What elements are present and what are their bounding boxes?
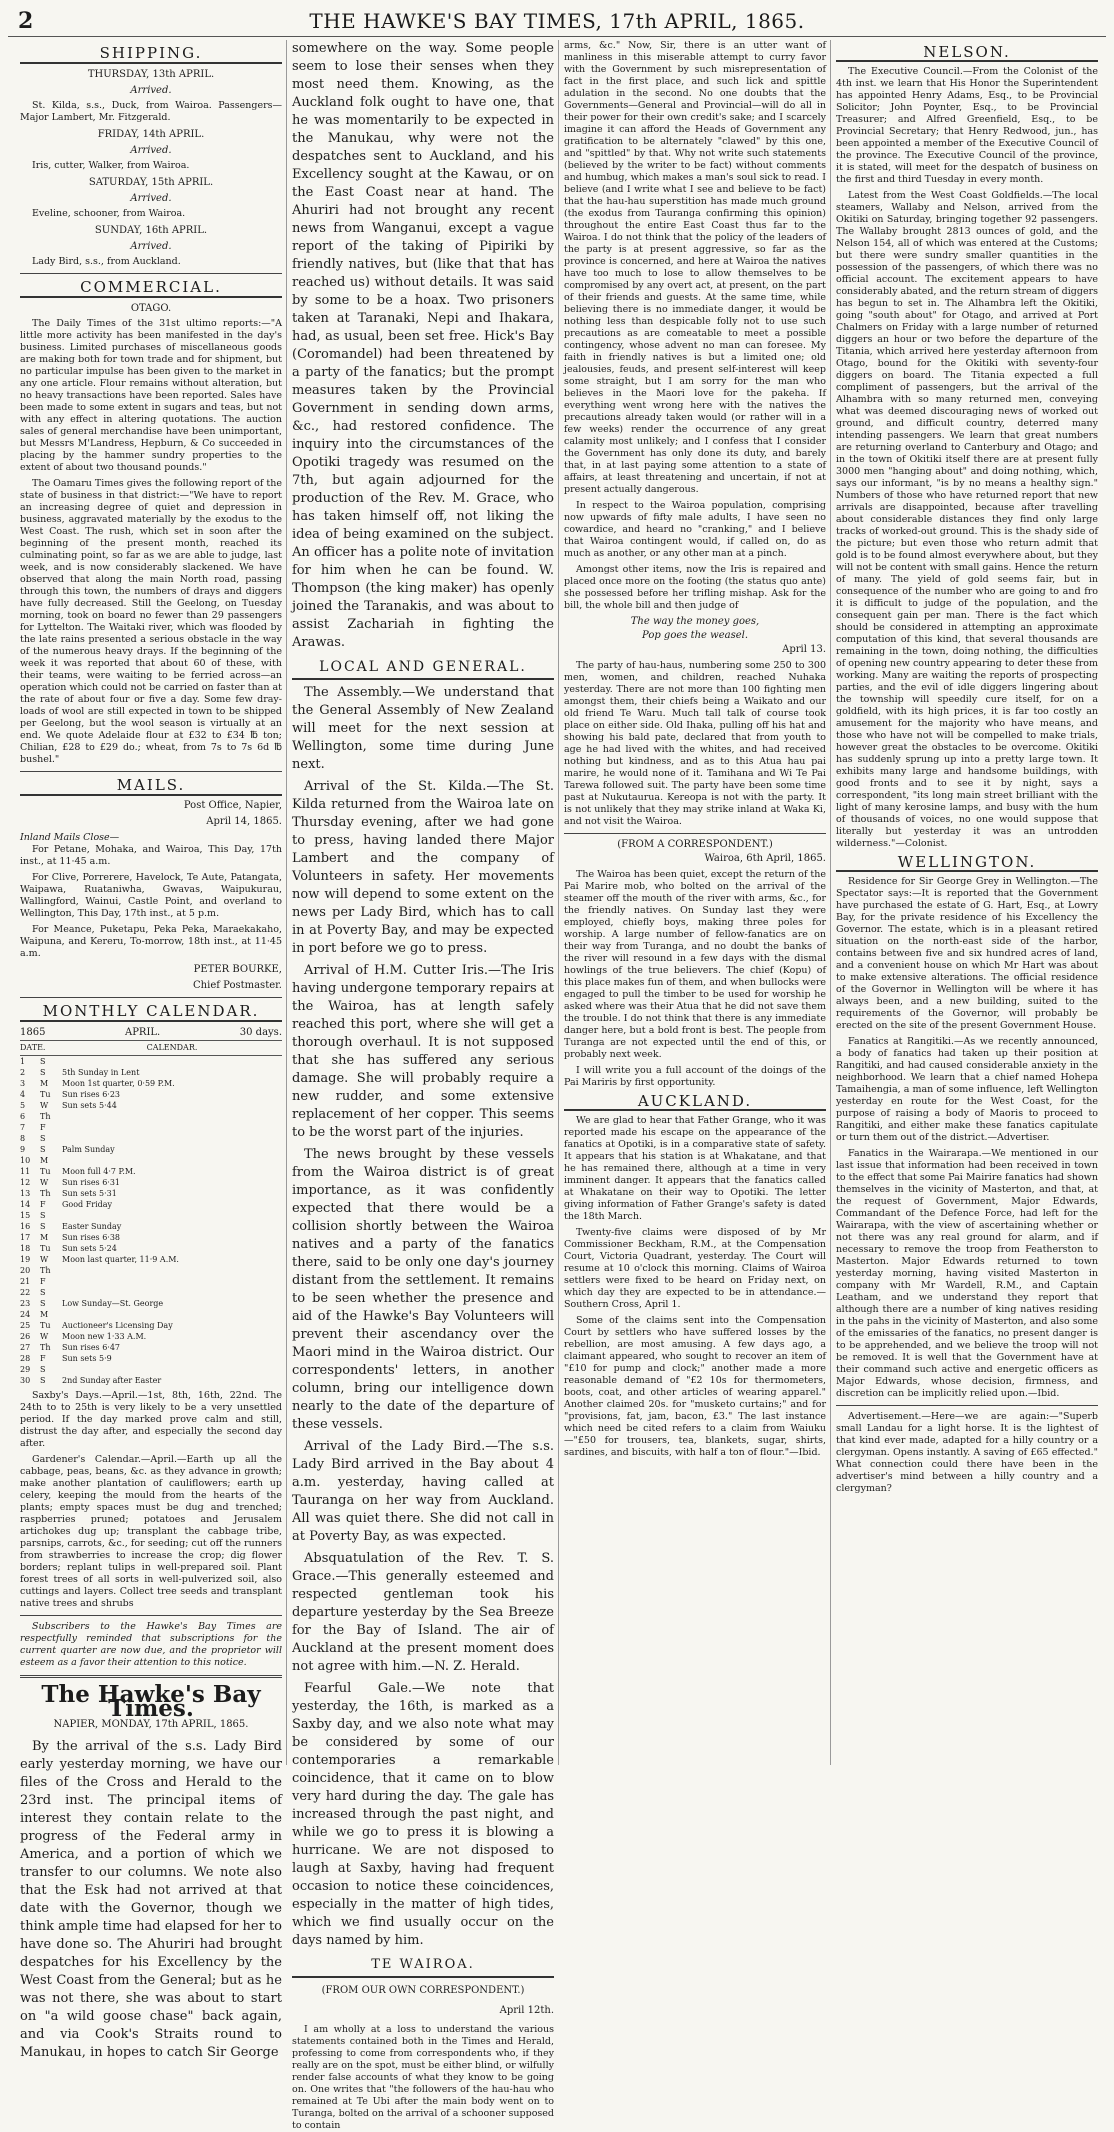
verse-line: Pop goes the weasel. (642, 630, 748, 641)
calendar-weekday: M (40, 1156, 49, 1165)
calendar-day-number: 7 (20, 1123, 26, 1132)
calendar-row (20, 1364, 282, 1375)
calendar-weekday: Tu (40, 1167, 51, 1176)
calendar-weekday: Th (40, 1189, 51, 1198)
verse-line: The way the money goes, (630, 616, 760, 627)
calendar-weekday: S (40, 1211, 46, 1220)
calendar-heading: MONTHLY CALENDAR. (20, 1004, 282, 1022)
calendar-row (20, 1078, 282, 1089)
calendar-event: Sun sets 5·9 (62, 1354, 112, 1363)
auckland-heading: AUCKLAND. (564, 1095, 826, 1111)
nelson-item: Latest from the West Coast Goldfields.—The local steamers, Wallaby and Nelson, arrived from the Okitiki on Saturday, bringing together 92 passengers. The Wallaby brought 2813 ounces of gold, and the Nelson 154, all of which was entered at the Customs; but there were sundry smaller quantities in the possession of the passengers, of which there was no official account. The excitement appears to have considerably abated, and the return stream of diggers has begun to set in. The Alhambra left the Okitiki, going "south about" for Otago, and arrived at Port Chalmers on Friday with a large number of returned diggers an hour or two before the departure of the Titania, which arrived here yesterday afternoon from Otago, bound for the Okitiki with seventy-four diggers on board. The Titania expected a full compliment of passengers, but the arrival of the Alhambra with so many returned men, conveying what was deemed discouraging news of worked out ground, and difficult country, deterred many intending passengers. We learn that great numbers are returning overland to Canterbury and Otago; and in the town of Okitiki itself there are at present fully 3000 men "hanging about" and doing nothing, which, says our informant, "is by no means a healthy sign." Numbers of those who have returned report that new arrivals are disappointed, because after travelling about considerable distances they find only large tracks of worked-out ground. This is the shady side of the picture; but even those who return admit that gold is to be found almost everywhere about, but they will not be content with small gains. Hence the return of many. The yield of gold seems fair, but in consequence of the number who are going to and fro it is difficult to judge of the population, and the consequent gain per man. There is the fact which should be considered in attempting an approximate computation of this kind, that several thousands are remaining in the town, doing nothing, the difficulties of opening new country appearing to deter these from working. Many are waiting the reports of prospecting parties, and the evil of idle diggers lingering about the township will speedily cure itself, for on a goldfield, with its high prices, it is far too costly an amusement for the majority who have means, and those who have not will be compelled to make trials, however great the obstacles to be overcome. Okitiki has suddenly sprung up into a pretty large town. It exhibits many large and handsome buildings, with good fronts and to see it by night, says a correspondent, "its long main street brilliant with the light of many kerosine lamps, and busy with the hum of thousands of voices, no one would suppose that literally but yesterday it was an untrodden wilderness."—Colonist. (836, 190, 1099, 849)
wairoa-paragraph: Amongst other items, now the Iris is repaired and placed once more on the footing (the status quo ante) she possessed before her trifling mishap. Ask for the bill, the whole bill and then judge of (564, 564, 826, 611)
calendar-columns (20, 1041, 282, 1056)
calendar-weekday: Tu (40, 1244, 51, 1253)
commercial-subheading: OTAGO. (130, 303, 172, 314)
calendar-day-number: 17 (20, 1233, 31, 1242)
shipping-date: SATURDAY, 15th APRIL. (88, 177, 214, 188)
calendar-days: 30 days. (239, 1027, 282, 1038)
calendar-row (20, 1232, 282, 1243)
calendar-day-number: 19 (20, 1255, 31, 1264)
calendar-event: Moon last quarter, 11·9 A.M. (62, 1255, 179, 1264)
calendar-event: Good Friday (62, 1200, 113, 1209)
postmaster-title: Chief Postmaster. (193, 980, 282, 991)
calendar-row (20, 1111, 282, 1122)
calendar-day-number: 12 (20, 1178, 31, 1187)
shipping-date: THURSDAY, 13th APRIL. (87, 69, 215, 80)
calendar-day-number: 23 (20, 1299, 31, 1308)
auckland-item: Some of the claims sent into the Compensation Court by settlers who have suffered losses by the rebellion, are most amusing. A few days ago, a claimant appeared, who sought to recover an item of "£10 for pump and clock;" another made a more reasonable demand of "£2 10s for thermometers, boots, coat, and other articles of wearing apparel." Another claimed 20s. for "musketo curtains;" and for "provisions, fat, jam, bacon, £3." The last instance which need be cited refers to a claim from Waiuku—"£50 for trousers, tea, blankets, sugar, shirts, sardines, and biscuits, with half a ton of flour."—Ibid. (564, 1315, 826, 1458)
calendar-cal-col: CALENDAR. (146, 1043, 198, 1052)
calendar-weekday: W (40, 1178, 49, 1187)
wairoa-paragraph: In respect to the Wairoa population, comprising now upwards of fifty male adults, I have seen no cowardice, and heard no "cranking," and I believe that Wairoa contingent would, if called on, do as much as another, or any other man at a pinch. (564, 500, 826, 559)
shipping-kind: Arrived. (130, 145, 172, 156)
nelson-item: The Executive Council.—From the Colonist of the 4th inst. we learn that His Honor the Superintendent has appointed Henry Adams, Esq., to be Provincial Solicitor; John Poynter, Esq., to be Provincial Treasurer; and Alfred Greenfield, Esq., to be Provincial Secretary; that Henry Redwood, jun., has been appointed a member of the Executive Council of the province. The Executive Council of the province, it is stated, will meet for the despatch of business on the first and third Tuesday in every month. (836, 66, 1098, 185)
calendar-row (20, 1309, 282, 1320)
calendar-event (62, 1122, 282, 1133)
calendar-weekday: W (40, 1255, 49, 1264)
mail-entry: For Clive, Porrerere, Havelock, Te Aute, Patangata, Waipawa, Ruataniwha, Gwavas, Waipukurau, Wallingford, Wainui, Castle Point, and overland to Wellington, This Day, 17th inst., at 5 p.m. (20, 872, 282, 919)
calendar-event: 2nd Sunday after Easter (62, 1376, 162, 1385)
calendar-weekday: Th (40, 1266, 51, 1275)
calendar-row (20, 1188, 282, 1199)
masthead-title: THE HAWKE'S BAY TIMES, 17th APRIL, 1865. (309, 9, 805, 33)
mails-date: April 14, 1865. (206, 816, 282, 827)
calendar-weekday: S (40, 1145, 46, 1154)
calendar-day-number: 3 (20, 1079, 26, 1088)
wairoa-letter: I am wholly at a loss to understand the various statements contained both in the Times and Herald, professing to come from correspondents who, if they really are on the spot, must be either blind, or wilfully render false accounts of what they know to be going on. One writes that "the followers of the hau-hau who remained at Te Ubi after the main body went on to Turanga, bolted on the arrival of a schooner supposed to contain (292, 2024, 554, 2131)
calendar-day-number: 15 (20, 1211, 31, 1220)
commercial-paragraph: The Daily Times of the 31st ultimo reports:—"A little more activity has been manifested in the day's business. Limited purchases of miscellaneous goods are making both for town trade and for shipment, but no particular impulse has been given to the market in any one article. Flour remains without alteration, but no heavy transactions have been reported. Sales have been made to some extent in sugars and teas, but not with any effect in altering quotations. The auction sales of general merchandise have been unimportant, but Messrs M'Landress, Hepburn, & Co succeeded in placing by the hammer sundry properties to the extent of about two thousand pounds." (20, 318, 282, 473)
calendar-row (20, 1210, 282, 1221)
calendar-event: Low Sunday—St. George (62, 1299, 164, 1308)
calendar-day-number: 5 (20, 1101, 26, 1110)
wairoa-paragraph: The party of hau-haus, numbering some 250 to 300 men, women, and children, reached Nuhaka yesterday. There are not more than 100 fighting men amongst them, their chiefs being a Waikato and our old friend Te Waru. Much tall talk of course took place on either side. Old Ihaka, pulling off his hat and showing his bald pate, declared that from youth to age he had lived with the whites, and had received nothing but kindness, and as to this Atua hau pai marire, he would none of it. Tamihana and Wi Te Pai Tarewa followed suit. The party have been some time past at Nukutaurua. Kereopa is not with the party. It is not unlikely that they may strike inland at Waka Ki, and not visit the Wairoa. (564, 660, 826, 827)
shipping-heading: SHIPPING. (20, 46, 282, 64)
calendar-weekday: S (40, 1376, 46, 1385)
column-3 (564, 40, 826, 1765)
calendar-event: Sun rises 6·23 (62, 1090, 121, 1099)
local-item: Arrival of the St. Kilda.—The St. Kilda returned from the Wairoa late on Thursday evening, after we had gone to press, having landed there Major Lambert and the company of Volunteers in safety. Her movements now will depend to some extent on the news per Lady Bird, which has to call in at Poverty Bay, and may be expected in port before we go to press. (292, 779, 554, 956)
wellington-item: Fanatics in the Wairarapa.—We mentioned in our last issue that information had been received in town to the effect that some Pai Mairire fanatics had shown themselves in the vicinity of Masterton, and that, at the request of Government, Major Edwards, Commandant of the Defence Force, had left for the Wairarapa, with the view of ascertaining whether or not there was any real ground for alarm, and if necessary to remove the troop from Featherston to Masterton. Major Edwards returned to town yesterday morning, having visited Masterton in company with Mr Wardell, R.M., and Captain Leatham, and we understand they report that although there are a number of king natives residing in the pahs in the vicinity of Masterton, and also some of the emissaries of the fanatics, no present danger is to be apprehended, and we believe the troop will not be removed. It is well that the Government have at their command such active and energetic officers as Major Edwards, whose decision, firmness, and discretion can be implicitly relied upon.—Ibid. (836, 1148, 1099, 1399)
calendar-row (20, 1155, 282, 1166)
calendar-day-number: 22 (20, 1288, 31, 1297)
calendar-event: 5th Sunday in Lent (62, 1068, 140, 1077)
divider (20, 771, 282, 772)
calendar-day-number: 21 (20, 1277, 31, 1286)
shipping-kind: Arrived. (130, 241, 172, 252)
divider (20, 273, 282, 274)
shipping-date: FRIDAY, 14th APRIL. (97, 129, 205, 140)
local-item: The news brought by these vessels from the Wairoa district is of great importance, as it was confidently expected that there would be a collision shortly between the Wairoa natives and a party of the fanatics there, said to be only one day's journey distant from the settlement. It remains to be seen whether the presence and aid of the Hawke's Bay Volunteers will prevent their ascendancy over the Maori mind in the Wairoa district. Our correspondents' letters, in another column, bring our intelligence down nearly to the date of the departure of these vessels. (292, 1147, 554, 1432)
correspondent-paragraph: I will write you a full account of the doings of the Pai Mariris by first opportunity. (564, 1065, 826, 1088)
calendar-row (20, 1089, 282, 1100)
divider (836, 1405, 1098, 1406)
postmaster-name: PETER BOURKE, (193, 964, 282, 975)
calendar-row (20, 1144, 282, 1155)
calendar-event (62, 1133, 282, 1144)
calendar-row (20, 1243, 282, 1254)
calendar-row (20, 1122, 282, 1133)
calendar-row (20, 1320, 282, 1331)
calendar-row (20, 1265, 282, 1276)
advertisement-item: Advertisement.—Here—we are again:—"Superb small Landau for a light horse. It is the lightest of that kind ever made, adapted for a hilly country or a clergyman. Opens instantly. A saving of £65 effected." What connection could there have been in the advertiser's mind between a hilly country and a clergyman? (836, 1411, 1098, 1494)
shipping-entry: Iris, cutter, Walker, from Wairoa. (32, 160, 190, 171)
local-item: Arrival of the Lady Bird.—The s.s. Lady Bird arrived in the Bay about 4 a.m. yesterday, having called at Tauranga on her way from Auckland. All was quiet there. She did not call in at Poverty Bay, as was expected. (292, 1439, 554, 1544)
mails-heading: MAILS. (20, 778, 282, 796)
calendar-event (62, 1287, 282, 1298)
calendar-weekday: S (40, 1134, 46, 1143)
gardener-calendar: Gardener's Calendar.—April.—Earth up all the cabbage, peas, beans, &c. as they advance in growth; make another plantation of cauliflowers; earth up celery, keeping the mould from the hearts of the plants; empty spaces must be dug and trenched; raspberries pruned; potatoes and Jerusalem artichokes dug up; transplant the cabbage tribe, parsnips, carrots, &c., for seeding; cut off the runners from strawberries to increase the crop; dig flower borders; replant tulips in well-prepared soil. Plant forest trees of all sorts in well-pulverized soil, also cuttings and layers. Collect tree seeds and transplant native trees and shrubs (20, 1454, 282, 1609)
calendar-event: Moon full 4·7 P.M. (62, 1167, 136, 1176)
calendar-day-number: 18 (20, 1244, 31, 1253)
divider (20, 1675, 282, 1678)
calendar-weekday: W (40, 1332, 49, 1341)
commercial-paragraph: The Oamaru Times gives the following report of the state of business in that district:—"We have to report an increasing degree of quiet and depression in business, aggravated materially by the exodus to the West Coast. The rush, which set in soon after the beginning of the present month, reached its culminating point, so far as we are able to judge, last week, and is now considerably slackened. We have observed that along the main North road, passing through this town, the numbers of drays and diggers have fully decreased. Still the Geelong, on Tuesday morning, took on board no fewer than 29 passengers for Lyttelton. The Waitaki river, which was flooded by the late rains presented a serious obstacle in the way of the numerous heavy drays. If the beginning of the week it was reported that about 60 of these, with their teams, were waiting to be ferried across—an operation which could not be carried on faster than at the rate of about four or five a day. Some few dray-loads of wool are still expected in town to be shipped per Geelong, but the wool season is virtually at an end. We quote Adelaide flour at £32 to £34 ℔ ton; Chilian, £28 to £29 do.; wheat, from 7s to 7s 6d ℔ bushel." (20, 478, 282, 765)
calendar-weekday: S (40, 1068, 46, 1077)
calendar-weekday: Th (40, 1112, 51, 1121)
dateline: NAPIER, MONDAY, 17th APRIL, 1865. (53, 1719, 249, 1730)
calendar-row (20, 1199, 282, 1210)
local-heading: LOCAL AND GENERAL. (292, 658, 554, 680)
leader-continued: somewhere on the way. Some people seem to lose their senses when they most need them. Knowing, as the Auckland folk ought to have one, that he was momentarily to be expected in the Manukau, why were not the despatches sent to Auckland, and his Excellency sought at the Kawau, or on the East Coast near at hand. The Ahuriri had not brought any recent news from Wanganui, except a vague report of the taking of Pipiriki by friendly natives, but (like that that has reached us) without details. It was said by some to be a hoax. Two prisoners taken at Taranaki, Nepi and Ihakara, had, as usual, been set free. Hick's Bay (Coromandel) had been threatened by a party of the fanatics; but the prompt measures taken by the Provincial Government in sending down arms, &c., had restored confidence. The inquiry into the circumstances of the Opotiki tragedy was resumed on the 7th, but again adjourned for the production of the Rev. M. Grace, who has taken himself off, not liking the idea of being examined on the subject. An officer has a polite note of invitation for him when he can be found. W. Thompson (the king maker) has openly joined the Taranakis, and was about to assist Zachariah in fighting the Arawas. (292, 41, 554, 650)
calendar-weekday: S (40, 1057, 46, 1066)
calendar-day-number: 1 (20, 1057, 26, 1066)
calendar-row (20, 1067, 282, 1078)
mails-inland: Inland Mails Close— (20, 832, 120, 843)
divider (20, 997, 282, 998)
calendar-event (62, 1210, 282, 1221)
calendar-row (20, 1331, 282, 1342)
calendar-event: Auctioneer's Licensing Day (62, 1321, 173, 1330)
column-divider (830, 40, 831, 1765)
shipping-entry: Eveline, schooner, from Wairoa. (32, 208, 186, 219)
paper-title: The Hawke's Bay Times. (41, 1681, 261, 1722)
calendar-weekday: M (40, 1310, 49, 1319)
wellington-item: Fanatics at Rangitiki.—As we recently announced, a body of fanatics had taken up their position at Rangitiki, and had caused considerable anxiety in the neighborhood. We learn that a chief named Hohepa Tamaihengia, a man of some influence, left Wellington yesterday en route for the West Coast, for the purpose of raising a body of Maoris to proceed to Rangitiki, and either make these fanatics capitulate or turn them out of the district.—Advertiser. (836, 1036, 1098, 1143)
calendar-event: Sun sets 5·31 (62, 1189, 117, 1198)
calendar-event: Sun rises 6·31 (62, 1178, 121, 1187)
calendar-weekday: S (40, 1288, 46, 1297)
masthead (8, 6, 1106, 37)
column-1 (20, 40, 282, 2060)
calendar-day-number: 11 (20, 1167, 31, 1176)
calendar-row (20, 1166, 282, 1177)
calendar-event: Sun sets 5·44 (62, 1101, 117, 1110)
calendar-rows (20, 1056, 282, 1386)
page-number: 2 (18, 8, 34, 34)
calendar-day-number: 30 (20, 1376, 31, 1385)
calendar-year: 1865 (20, 1027, 46, 1038)
mails-office: Post Office, Napier, (183, 800, 282, 811)
divider (564, 833, 826, 834)
shipping-entry: Lady Bird, s.s., from Auckland. (32, 256, 181, 267)
calendar-weekday: F (40, 1200, 46, 1209)
correspondent-paragraph: The Wairoa has been quiet, except the return of the Pai Marire mob, who bolted on the arrival of the steamer off the mouth of the river with arms, &c., for the friendly natives. On Sunday last they were employed, chiefly boys, making three poles for worship. A large number of fellow-fanatics are on their way from Turanga, and no doubt the banks of the river will resound in a few days with the dismal howlings of the true believers. The chief (Kopu) of this place makes fun of them, and when bullocks were engaged to pull the timber to be used for worship he asked where was their Atua that he did not save them the trouble. I do not think that there is any immediate danger here, but a bold front is best. The people from Turanga are not expected until the end of this, or probably next week. (564, 869, 826, 1060)
calendar-weekday: M (40, 1233, 49, 1242)
calendar-row (20, 1342, 282, 1353)
calendar-row (20, 1100, 282, 1111)
calendar-day-number: 9 (20, 1145, 26, 1154)
wairoa-letter-continued: arms, &c." Now, Sir, there is an utter want of manliness in this miserable attempt to curry favor with the Government by such misrepresentation of fact in the first place, and such lick and spittle adulation in the second. No one doubts that the Governments—General and Provincial—will do all in their power for their own credit's sake; and I scarcely imagine it can afford the Heads of Government any gratification to be alternately "clawed" by this one, and "spittled" by that. Why not write such statements (believed by the writer to be fact) without comments and humbug, which makes a man's soul sick to read. I believe (and I write what I see and believe to be fact) that the hau-hau superstition has made much ground (the exodus from Tauranga confirming this opinion) throughout the entire East Coast thus far to the Wairoa. I do not think that the policy of the leaders of the party is at present aggressive, so far as the province is concerned, and here at Wairoa the natives have too much to lose to allow themselves to be compromised by any overt act, at present, on the part of their friends and guests. At the same time, while believing there is no immediate danger, it would be nothing less than despicable folly not to use such precautions as are comeatable to meet a possible contingency, whose advent no man can foresee. My faith in friendly natives is but a limited one; old jealousies, feuds, and present self-interest will keep some straight, but I am sorry for the man who believes in the Maori love for the pakeha. If everything went wrong here with the natives the precautions already taken would (or rather will in a few weeks) render the occurrence of any great calamity most unlikely; and I confess that I consider the Government has only done its duty, and barely that, in at last paying some attention to a state of affairs, at least threatening and uncertain, if not at present actually dangerous. (564, 40, 826, 495)
calendar-day-number: 13 (20, 1189, 31, 1198)
calendar-header (20, 1026, 282, 1041)
calendar-day-number: 24 (20, 1310, 31, 1319)
calendar-day-number: 16 (20, 1222, 31, 1231)
calendar-row (20, 1375, 282, 1386)
calendar-weekday: M (40, 1079, 49, 1088)
calendar-day-number: 6 (20, 1112, 26, 1121)
calendar-event (62, 1111, 282, 1122)
shipping-kind: Arrived. (130, 85, 172, 96)
auckland-item: We are glad to hear that Father Grange, who it was reported made his escape on the appearance of the fanatics at Opotiki, is in a comparative state of safety. It appears that his station is at Whakatane, and that he has remained there, although at a time in very imminent danger. It appears that the fanatics called at Whakatane on their way to Opotiki. The letter giving information of Father Grange's safety is dated the 18th March. (564, 1115, 826, 1222)
calendar-event (62, 1155, 282, 1166)
calendar-row (20, 1287, 282, 1298)
calendar-row (20, 1133, 282, 1144)
local-item: Fearful Gale.—We note that yesterday, the 16th, is marked as a Saxby day, and we also note what may be considered by some of our contemporaries a remarkable coincidence, that it came on to blow very hard during the day. The gale has increased through the past night, and while we go to press it is blowing a hurricane. We are not disposed to laugh at Saxby, having had frequent occasion to notice these coincidences, especially in the matter of high tides, which we find usually occur on the days named by him. (292, 1681, 554, 1948)
calendar-event: Sun sets 5·24 (62, 1244, 117, 1253)
calendar-day-number: 26 (20, 1332, 31, 1341)
calendar-weekday: F (40, 1123, 46, 1132)
column-divider (558, 40, 559, 1765)
calendar-event: Sun rises 6·38 (62, 1233, 121, 1242)
local-item: Arrival of H.M. Cutter Iris.—The Iris having undergone temporary repairs at the Wairoa, has at length safely reached this port, where she will get a thorough overhaul. It is not supposed that she has suffered any serious damage. She will probably require a new rudder, and some extensive replacement of her copper. This seems to be the worst part of the injuries. (292, 963, 554, 1140)
local-item: The Assembly.—We understand that the General Assembly of New Zealand will meet for the next session at Wellington, some time during June next. (292, 685, 554, 772)
calendar-row (20, 1056, 282, 1067)
calendar-row (20, 1221, 282, 1232)
calendar-day-number: 10 (20, 1156, 31, 1165)
calendar-weekday: S (40, 1365, 46, 1374)
shipping-date: SUNDAY, 16th APRIL. (94, 225, 208, 236)
calendar-event (62, 1265, 282, 1276)
calendar-day-number: 14 (20, 1200, 31, 1209)
calendar-row (20, 1298, 282, 1309)
calendar-event: Sun rises 6·47 (62, 1343, 121, 1352)
calendar-event: Palm Sunday (62, 1145, 115, 1154)
commercial-heading: COMMERCIAL. (20, 280, 282, 298)
calendar-date-col: DATE. (20, 1043, 46, 1052)
calendar-row (20, 1254, 282, 1265)
calendar-day-number: 4 (20, 1090, 26, 1099)
calendar-weekday: S (40, 1222, 46, 1231)
calendar-day-number: 20 (20, 1266, 31, 1275)
divider (20, 1615, 282, 1616)
correspondent-heading: (FROM A CORRESPONDENT.) (617, 839, 773, 850)
calendar-day-number: 8 (20, 1134, 26, 1143)
shipping-kind: Arrived. (130, 193, 172, 204)
calendar-day-number: 27 (20, 1343, 31, 1352)
auckland-item: Twenty-five claims were disposed of by Mr Commissioner Beckham, R.M., at the Compensation Court, Victoria Quadrant, yesterday. The Court will resume at 10 o'clock this morning. Claims of Wairoa settlers were fixed to be heard on Friday next, on which day they are expected to be in attendance.—Southern Cross, April 1. (564, 1227, 826, 1310)
calendar-event: Moon 1st quarter, 0·59 P.M. (62, 1079, 175, 1088)
calendar-row (20, 1177, 282, 1188)
correspondent-date: Wairoa, 6th April, 1865. (704, 853, 826, 864)
calendar-weekday: F (40, 1277, 46, 1286)
calendar-month: APRIL. (124, 1027, 161, 1038)
calendar-event (62, 1309, 282, 1320)
leader-article: By the arrival of the s.s. Lady Bird early yesterday morning, we have our files of the Cross and Herald to the 23rd inst. The principal items of interest they contain relate to the progress of the Federal army in America, and a portion of which we transfer to our columns. We note also that the Esk had not arrived at that date with the Governor, though we think ample time had elapsed for her to have done so. The Ahuriri had brought despatches for his Excellency by the West Coast from the General; but as he was not there, she was about to start on "a wild goose chase" back again, and via Cook's Straits round to Manukau, in hopes to catch Sir George (20, 1739, 282, 2060)
column-2 (292, 40, 554, 2131)
calendar-weekday: Tu (40, 1090, 51, 1099)
saxby-days: Saxby's Days.—April.—1st, 8th, 16th, 22nd. The 24th to to 25th is very likely to be a very unsettled period. If the day marked prove calm and still, distrust the day after, and especially the second day after. (20, 1390, 282, 1449)
april13-date: April 13. (782, 644, 826, 655)
mail-entry: For Meance, Puketapu, Peka Peka, Maraekakaho, Waipuna, and Kereru, To-morrow, 18th inst., at 11·45 a.m. (20, 924, 282, 959)
calendar-day-number: 25 (20, 1321, 31, 1330)
shipping-entry: St. Kilda, s.s., Duck, from Wairoa. Passengers—Major Lambert, Mr. Fitzgerald. (20, 100, 282, 123)
calendar-weekday: Tu (40, 1321, 51, 1330)
wellington-item: Residence for Sir George Grey in Wellington.—The Spectator says:—It is reported that the Government have purchased the estate of G. Hart, Esq., at Lowry Bay, for the private residence of his Excellency the Governor. The estate, which is in a pleasant retired situation on the north-east side of the harbor, contains between five and six hundred acres of land, and a convenient house on which Mr Hart was about to make extensive alterations. The official residence of the Governor in Wellington will be where it has always been, and a new building, suited to the requirements of the Governor, will probably be erected on the site of the present Government House. (836, 876, 1098, 1031)
local-item: Absquatulation of the Rev. T. S. Grace.—This generally esteemed and respected gentleman took his departure yesterday by the Sea Breeze for the Bay of Island. The air of Auckland at the present moment does not agree with him.—N. Z. Herald. (292, 1551, 554, 1674)
calendar-event: Easter Sunday (62, 1222, 122, 1231)
calendar-day-number: 28 (20, 1354, 31, 1363)
calendar-weekday: F (40, 1354, 46, 1363)
subscriber-notice: Subscribers to the Hawke's Bay Times are respectfully reminded that subscriptions for the current quarter are now due, and the proprietor will esteem as a favor their attention to this notice. (20, 1621, 282, 1668)
calendar-day-number: 29 (20, 1365, 31, 1374)
shipping-list (20, 68, 282, 268)
wairoa-subheading: (FROM OUR OWN CORRESPONDENT.) (321, 1985, 525, 1996)
calendar-event (62, 1056, 282, 1067)
calendar-row (20, 1353, 282, 1364)
column-divider (286, 40, 287, 1765)
mail-entry: For Petane, Mohaka, and Wairoa, This Day, 17th inst., at 11·45 a.m. (20, 844, 282, 867)
wellington-heading: WELLINGTON. (836, 856, 1098, 872)
calendar-weekday: W (40, 1101, 49, 1110)
calendar-event (62, 1276, 282, 1287)
calendar-day-number: 2 (20, 1068, 26, 1077)
calendar-weekday: Th (40, 1343, 51, 1352)
calendar-event: Moon new 1·33 A.M. (62, 1332, 147, 1341)
calendar-event (62, 1364, 282, 1375)
calendar-weekday: S (40, 1299, 46, 1308)
wairoa-date: April 12th. (499, 2005, 554, 2016)
nelson-heading: NELSON. (836, 46, 1098, 62)
calendar-row (20, 1276, 282, 1287)
wairoa-heading: TE WAIROA. (292, 1956, 554, 1978)
column-4 (836, 40, 1098, 1765)
